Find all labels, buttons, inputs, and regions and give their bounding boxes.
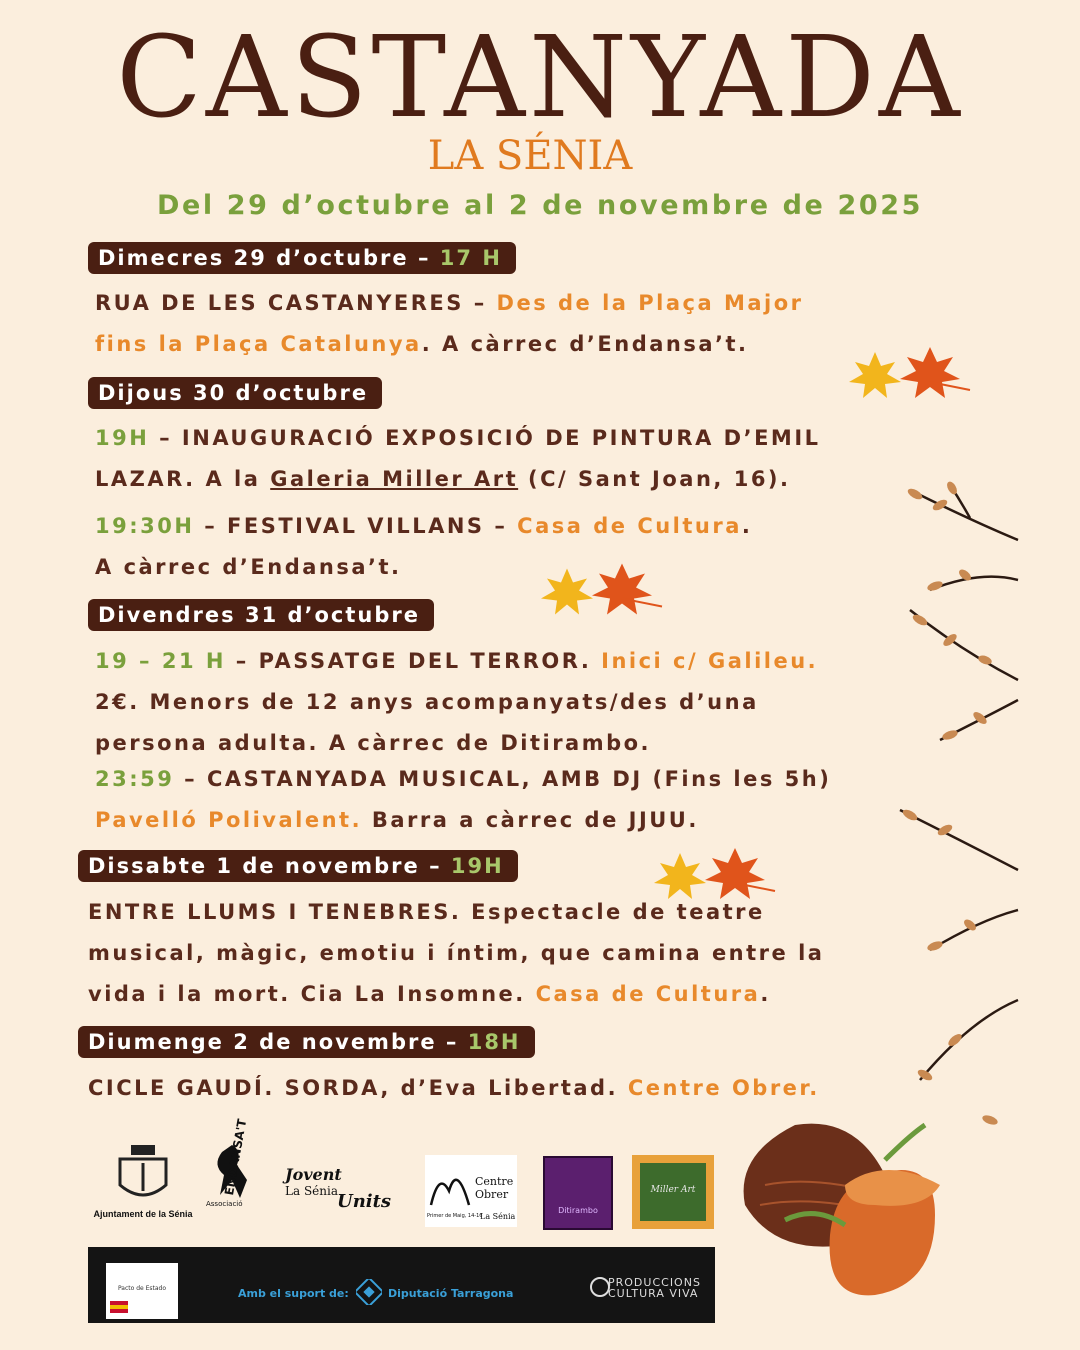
event-line — [95, 288, 804, 318]
day-label: Diumenge 2 de novembre – — [88, 1030, 468, 1054]
day-label: Divendres 31 d’octubre — [98, 603, 420, 627]
event-time: 19 – 21 H — [95, 649, 226, 673]
event-line — [95, 687, 759, 717]
event-text: Barra a càrrec de JJUU. — [362, 808, 699, 832]
logo-endansa-small: Associació — [206, 1200, 243, 1208]
logo-produccions — [608, 1277, 701, 1299]
event-location: Casa de Cultura — [535, 982, 761, 1006]
event-text: – FESTIVAL VILLANS – — [194, 514, 518, 538]
day-hour: 17 H — [439, 246, 502, 270]
event-line — [95, 423, 821, 453]
logo-ditirambo — [543, 1156, 613, 1230]
event-line — [95, 646, 818, 676]
event-text: persona adulta. A càrrec de Ditirambo. — [95, 731, 652, 755]
support-label: Amb el suport de: — [238, 1287, 349, 1300]
diputacio-icon — [356, 1279, 382, 1305]
logo-ditirambo-label: Ditirambo — [558, 1206, 598, 1215]
event-text: 2€. Menors de 12 anys acompanyats/des d’una — [95, 690, 759, 714]
event-location: Casa de Cultura — [517, 514, 742, 538]
day-hour: 19H — [450, 854, 504, 878]
event-time: 23:59 — [95, 767, 175, 791]
event-line — [95, 552, 402, 582]
event-text: vida i la mort. Cia La Insomne. — [88, 982, 536, 1006]
logo-centre-obrer-addr: Primer de Maig, 14-16 — [427, 1213, 483, 1219]
logo-pacto-label: Pacto de Estado — [117, 1285, 167, 1292]
event-text: – INAUGURACIÓ EXPOSICIÓ DE PINTURA D’EMIL — [149, 426, 821, 450]
day-label: Dissabte 1 de novembre – — [88, 854, 451, 878]
event-location: fins la Plaça Catalunya — [95, 332, 422, 356]
event-text: (C/ Sant Joan, 16). — [518, 467, 791, 491]
logo-centre-obrer-town: La Sénia — [480, 1212, 516, 1221]
logo-jovent-bottom: Units — [337, 1191, 392, 1212]
event-text: – PASSATGE DEL TERROR. — [225, 649, 602, 673]
logo-ajuntament-label: Ajuntament de la Sénia — [93, 1209, 193, 1219]
event-text: ENTRE LLUMS I TENEBRES. Espectacle de teatre — [88, 900, 765, 924]
event-location: Des de la Plaça Major — [496, 291, 804, 315]
logo-centre-obrer-1: Centre — [475, 1175, 514, 1188]
event-time: 19:30H — [95, 514, 195, 538]
produccions-icon — [590, 1277, 610, 1297]
chestnuts-icon — [735, 1115, 950, 1310]
logo-centre-obrer-2: Obrer — [475, 1188, 509, 1201]
logo-jovent — [285, 1165, 410, 1220]
logo-jovent-mid: La Sénia — [285, 1184, 338, 1198]
logo-centre-obrer — [425, 1155, 517, 1227]
day-header-saturday — [78, 850, 518, 882]
event-line — [95, 329, 749, 359]
event-line — [88, 979, 771, 1009]
day-header-wednesday — [88, 242, 516, 274]
centre-obrer-icon — [429, 1161, 471, 1207]
logo-pacto-estado — [106, 1263, 178, 1319]
day-label: Dijous 30 d’octubre — [98, 381, 369, 405]
event-location: Centre Obrer. — [627, 1076, 820, 1100]
event-time: 19H — [95, 426, 150, 450]
event-line — [95, 511, 752, 541]
event-line — [95, 728, 651, 758]
logo-jovent-top: Jovent — [285, 1165, 342, 1184]
event-line — [95, 805, 699, 835]
logo-endansa — [202, 1117, 272, 1230]
day-label: Dimecres 29 d’octubre – — [98, 246, 440, 270]
event-location: Pavelló Polivalent. — [95, 808, 363, 832]
event-location: Inici c/ Galileu. — [601, 649, 819, 673]
diputacio-label: Diputació Tarragona — [388, 1287, 514, 1300]
autumn-leaves-icon — [650, 843, 780, 908]
produccions-line-1: PRODUCCIONS — [608, 1276, 701, 1289]
gallery-link[interactable]: Galeria Miller Art — [270, 467, 519, 491]
event-line — [95, 464, 791, 494]
date-range: Del 29 d’octubre al 2 de novembre de 2025 — [156, 190, 924, 221]
day-header-friday — [88, 599, 434, 631]
event-line — [88, 1073, 820, 1103]
event-text: – CASTANYADA MUSICAL, AMB DJ (Fins les 5h) — [174, 767, 832, 791]
event-text: A càrrec d’Endansa’t. — [95, 555, 402, 579]
event-text: . A càrrec d’Endansa’t. — [421, 332, 749, 356]
event-text: RUA DE LES CASTANYERES – — [95, 291, 497, 315]
autumn-leaves-icon — [537, 556, 667, 626]
poster-title: CASTANYADA — [116, 13, 964, 143]
logo-ajuntament — [88, 1143, 198, 1225]
logo-miller-art — [632, 1155, 714, 1229]
logo-endansa-label: ENDANSA'T — [222, 1117, 250, 1197]
event-text: . — [760, 982, 771, 1006]
day-hour: 18H — [467, 1030, 521, 1054]
logo-miller-label: Miller Art — [650, 1185, 696, 1195]
autumn-branch-icon — [890, 480, 1020, 1150]
event-text: LAZAR. A la — [95, 467, 271, 491]
day-header-sunday — [78, 1026, 535, 1058]
day-header-thursday — [88, 377, 382, 409]
coat-of-arms-icon — [88, 1143, 198, 1205]
poster-subtitle: LA SÉNIA — [427, 133, 633, 179]
event-text: . — [741, 514, 753, 538]
produccions-line-2: CULTURA VIVA — [608, 1287, 699, 1300]
autumn-leaves-icon — [845, 342, 975, 407]
sponsor-strip — [88, 1247, 715, 1323]
event-text: musical, màgic, emotiu i íntim, que camina entre la — [88, 941, 825, 965]
event-line — [88, 938, 824, 968]
event-text: CICLE GAUDÍ. SORDA, d’Eva Libertad. — [88, 1076, 628, 1100]
event-line — [95, 764, 831, 794]
